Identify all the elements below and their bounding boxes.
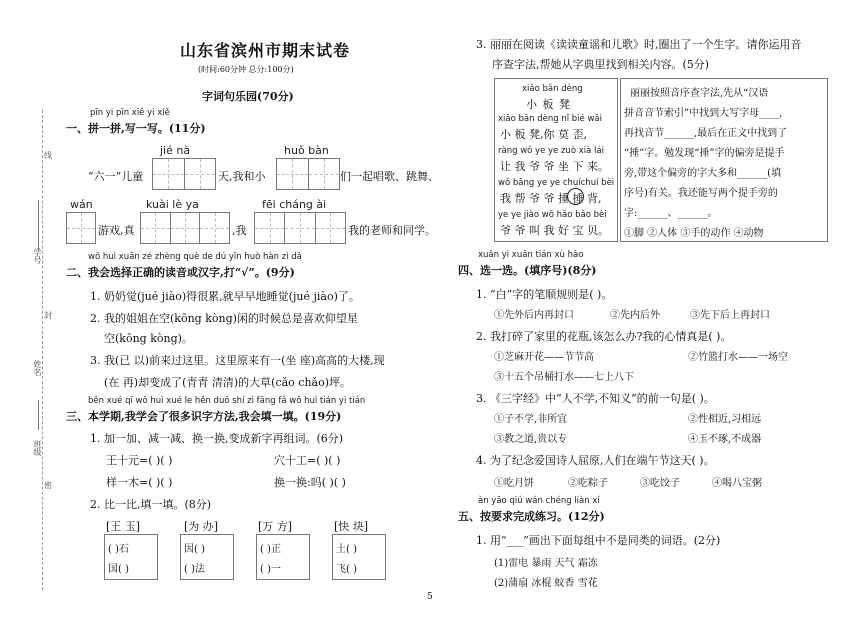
q5-pinyin: àn yāo qiú wán chéng liàn xí [478,496,600,506]
poem-line-1: 小 板 凳 [526,98,571,111]
q1-pinyin-feichang: fēi cháng ài [262,198,327,211]
compare-group-4: [快 块] [334,520,369,533]
q3-row-2b[interactable]: 换一换:吗( )( ) [274,476,346,489]
q3-title: 三、本学期,我学会了很多识字方法,我会填一填。(19分) [66,410,342,423]
poem-line-3-pinyin: ràng wǒ ye ye zuò xià lái [498,146,604,156]
q4-item-4-opt-4[interactable]: ④喝八宝粥 [712,478,762,489]
dict-line-4: “捶”字。勉发现“捶”字的偏旁是提手 [624,148,785,159]
q1-title: 一、拼一拼,写一写。(11分) [66,122,206,135]
poem-line-3: 让 我 爷 爷 坐 下 来。 [500,160,609,173]
q4-item-2-opt-3[interactable]: ③十五个吊桶打水——七上八下 [494,372,634,383]
q1-pinyin: pīn yi pīn xiě yi xiě [90,108,170,118]
q1-pinyin-kuaile: kuài lè ya [146,198,199,211]
q3r-text-b: 序查字法,帮她从字典里找到相关内容。(5分) [492,58,710,71]
dict-line-8: ①脚 ②人体 ③手的动作 ④动物 [624,228,764,239]
q3-row-1b[interactable]: 穴十工=( )( ) [274,454,341,467]
q4-item-4-opt-1[interactable]: ①吃月饼 [494,478,534,489]
q4-item-2: 2. 我打碎了家里的花瓶,该怎么办?我的心情真是( )。 [476,330,732,343]
secret-mark: 密 [44,481,52,490]
dict-line-6: 序号)有关。我还能写两个提手旁的 [624,188,778,199]
q4-item-1-opt-3[interactable]: ③先下后上再封口 [690,310,770,321]
compare-cell-1a[interactable]: ( )石 [108,544,129,555]
q3-pinyin: běn xué qī wǒ huì xué le hěn duō shí zì fāng fǎ wǒ huì tián yi tián [88,396,366,406]
page-number: 5 [427,592,433,602]
poem-line-1-pinyin: xiǎo bǎn dèng [522,84,583,94]
writing-grid-huoban[interactable] [276,158,340,190]
dict-line-7[interactable]: 字:______、______。 [624,208,718,219]
compare-cell-2a[interactable]: 因( ) [184,544,205,555]
compare-cell-2b[interactable]: ( )法 [184,564,205,575]
poem-line-5-pinyin: ye ye jiào wǒ hǎo bǎo bèi [498,210,607,220]
writing-grid-kuaileya[interactable] [140,212,230,244]
writing-grid-wan[interactable] [66,212,96,244]
writing-grid-feichangai[interactable] [254,212,346,244]
q2-line-1: 1. 奶奶觉(jué jiào)得很累,就早早地睡觉(jué jiào)了。 [90,290,360,303]
name-label: 姓名 [33,360,42,376]
q4-item-1-opt-1[interactable]: ①先外后内再封口 [494,310,574,321]
q4-pinyin: xuǎn yi xuǎn tián xù hào [478,250,584,260]
q2-pinyin: wǒ huì xuǎn zé zhèng què de dú yīn huò hàn zì dǎ [88,252,302,262]
q4-item-4-opt-2[interactable]: ②吃粽子 [568,478,608,489]
q4-item-3-opt-3[interactable]: ③教之道,贵以专 [494,434,568,445]
q2-line-3a: 3. 我(已 以)前来过这里。这里原来有一(坐 座)高高的大楼,现 [90,354,385,367]
q5-item-1: 1. 用“___”画出下面每组中不是同类的词语。(2分) [476,534,721,547]
q1-text-4: 游戏,真 [98,224,135,237]
q4-item-2-opt-1[interactable]: ①芝麻开花——节节高 [494,352,594,363]
q1-text-5: ,我 [232,224,247,237]
q1-text-6: 我的老师和同学。 [348,224,436,237]
q4-item-1-opt-2[interactable]: ②先内后外 [610,310,660,321]
q3-sub-2: 2. 比一比,填一填。(8分) [90,498,212,511]
binding-line [42,110,43,590]
q2-line-2a: 2. 我的姐姐在空(kōng kòng)闲的时候总是喜欢仰望星 [90,312,358,325]
compare-cell-4b[interactable]: 飞( ) [336,564,357,575]
q4-title: 四、选一选。(填序号)(8分) [458,264,597,277]
poem-line-5: 爷 爷 叫 我 好 宝 贝。 [500,224,609,237]
q4-item-3-opt-4[interactable]: ④玉不琢,不成器 [688,434,762,445]
q1-pinyin-wan: wán [70,198,93,211]
q4-item-3: 3. 《三字经》中“人不学,不知义”的前一句是( )。 [476,392,715,405]
q4-item-4: 4. 为了纪念爱国诗人屈原,人们在端午节这天( )。 [476,454,715,467]
cut-line-mark: 线 [44,151,52,160]
name-blank [38,400,49,430]
q5-item-1a[interactable]: (1)雷电 暴雨 天气 霜冻 [494,558,598,569]
q3-row-1a[interactable]: 王十元=( )( ) [106,454,173,467]
poem-line-4: 我 帮 爷 爷 捶 捶 背, [500,192,602,205]
poem-line-4-pinyin: wǒ bāng ye ye chuíchuí bèi [498,178,615,188]
dict-line-5[interactable]: 旁,带这个偏旁的字大多和______(填 [624,168,782,179]
class-label: 班级 [33,440,42,456]
q1-text-3: 们一起唱歌、跳舞、 [340,170,439,183]
compare-cell-4a[interactable]: 土( ) [336,544,357,555]
poem-line-2: 小 板 凳,你 莫 歪, [500,128,587,141]
q4-item-4-opt-3[interactable]: ③吃饺子 [640,478,680,489]
q2-line-3b: (在 再)却变成了(青青 清清)的大草(cǎo chǎo)坪。 [104,376,352,389]
student-id-label: 学号 [33,248,42,264]
q2-title: 二、我会选择正确的读音或汉字,打“√”。(9分) [66,266,295,279]
q1-text-2: 天,我和小 [218,170,266,183]
q4-item-3-opt-1[interactable]: ①子不学,非所宜 [494,414,568,425]
q4-item-1: 1. “白”字的笔顺规则是( )。 [476,288,613,301]
exam-meta: (时间:60分钟 总分:100分) [198,65,294,74]
q1-pinyin-jiena: jié nà [160,144,191,157]
dict-line-1: 丽丽按照音序查字法,先从“汉语 [630,88,769,99]
seal-mark: 封 [44,311,52,320]
part-title: 字词句乐园(70分) [202,90,294,103]
exam-title: 山东省滨州市期末试卷 [180,41,351,60]
id-blank [38,200,49,250]
compare-group-2: [为 办] [184,520,219,533]
q1-text-1: “六一”儿童 [88,170,144,183]
q1-pinyin-huoban: huǒ bàn [284,144,329,157]
q5-title: 五、按要求完成练习。(12分) [458,510,605,523]
q2-line-2b: 空(kōng kòng)。 [104,332,193,345]
compare-group-1: [王 玉] [106,520,141,533]
compare-group-3: [万 方] [258,520,293,533]
q3-row-2a[interactable]: 样一木=( )( ) [106,476,173,489]
compare-cell-3a[interactable]: ( )正 [260,544,281,555]
poem-line-2-pinyin: xiǎo bǎn dèng nǐ bié wāi [498,114,602,124]
dict-line-2[interactable]: 拼音音节索引”中找到大写字母____, [624,108,783,119]
q4-item-2-opt-2[interactable]: ②竹篮打水——一场空 [688,352,788,363]
writing-grid-jiena[interactable] [152,158,216,190]
q3r-text-a: 3. 丽丽在阅读《读读童谣和儿歌》时,圈出了一个生字。请你运用音 [476,38,802,51]
dict-line-3[interactable]: 再找音节______,最后在正文中找到了 [624,128,788,139]
q4-item-3-opt-2[interactable]: ②性相近,习相远 [688,414,762,425]
q5-item-1b[interactable]: (2)蒲扇 冰棍 蚊香 雪花 [494,578,598,589]
circled-character [567,188,584,205]
q3-sub-1: 1. 加一加、减一减、换一换,变成新字再组词。(6分) [90,432,344,445]
compare-cell-3b[interactable]: ( )一 [260,564,281,575]
compare-cell-1b[interactable]: 国( ) [108,564,129,575]
